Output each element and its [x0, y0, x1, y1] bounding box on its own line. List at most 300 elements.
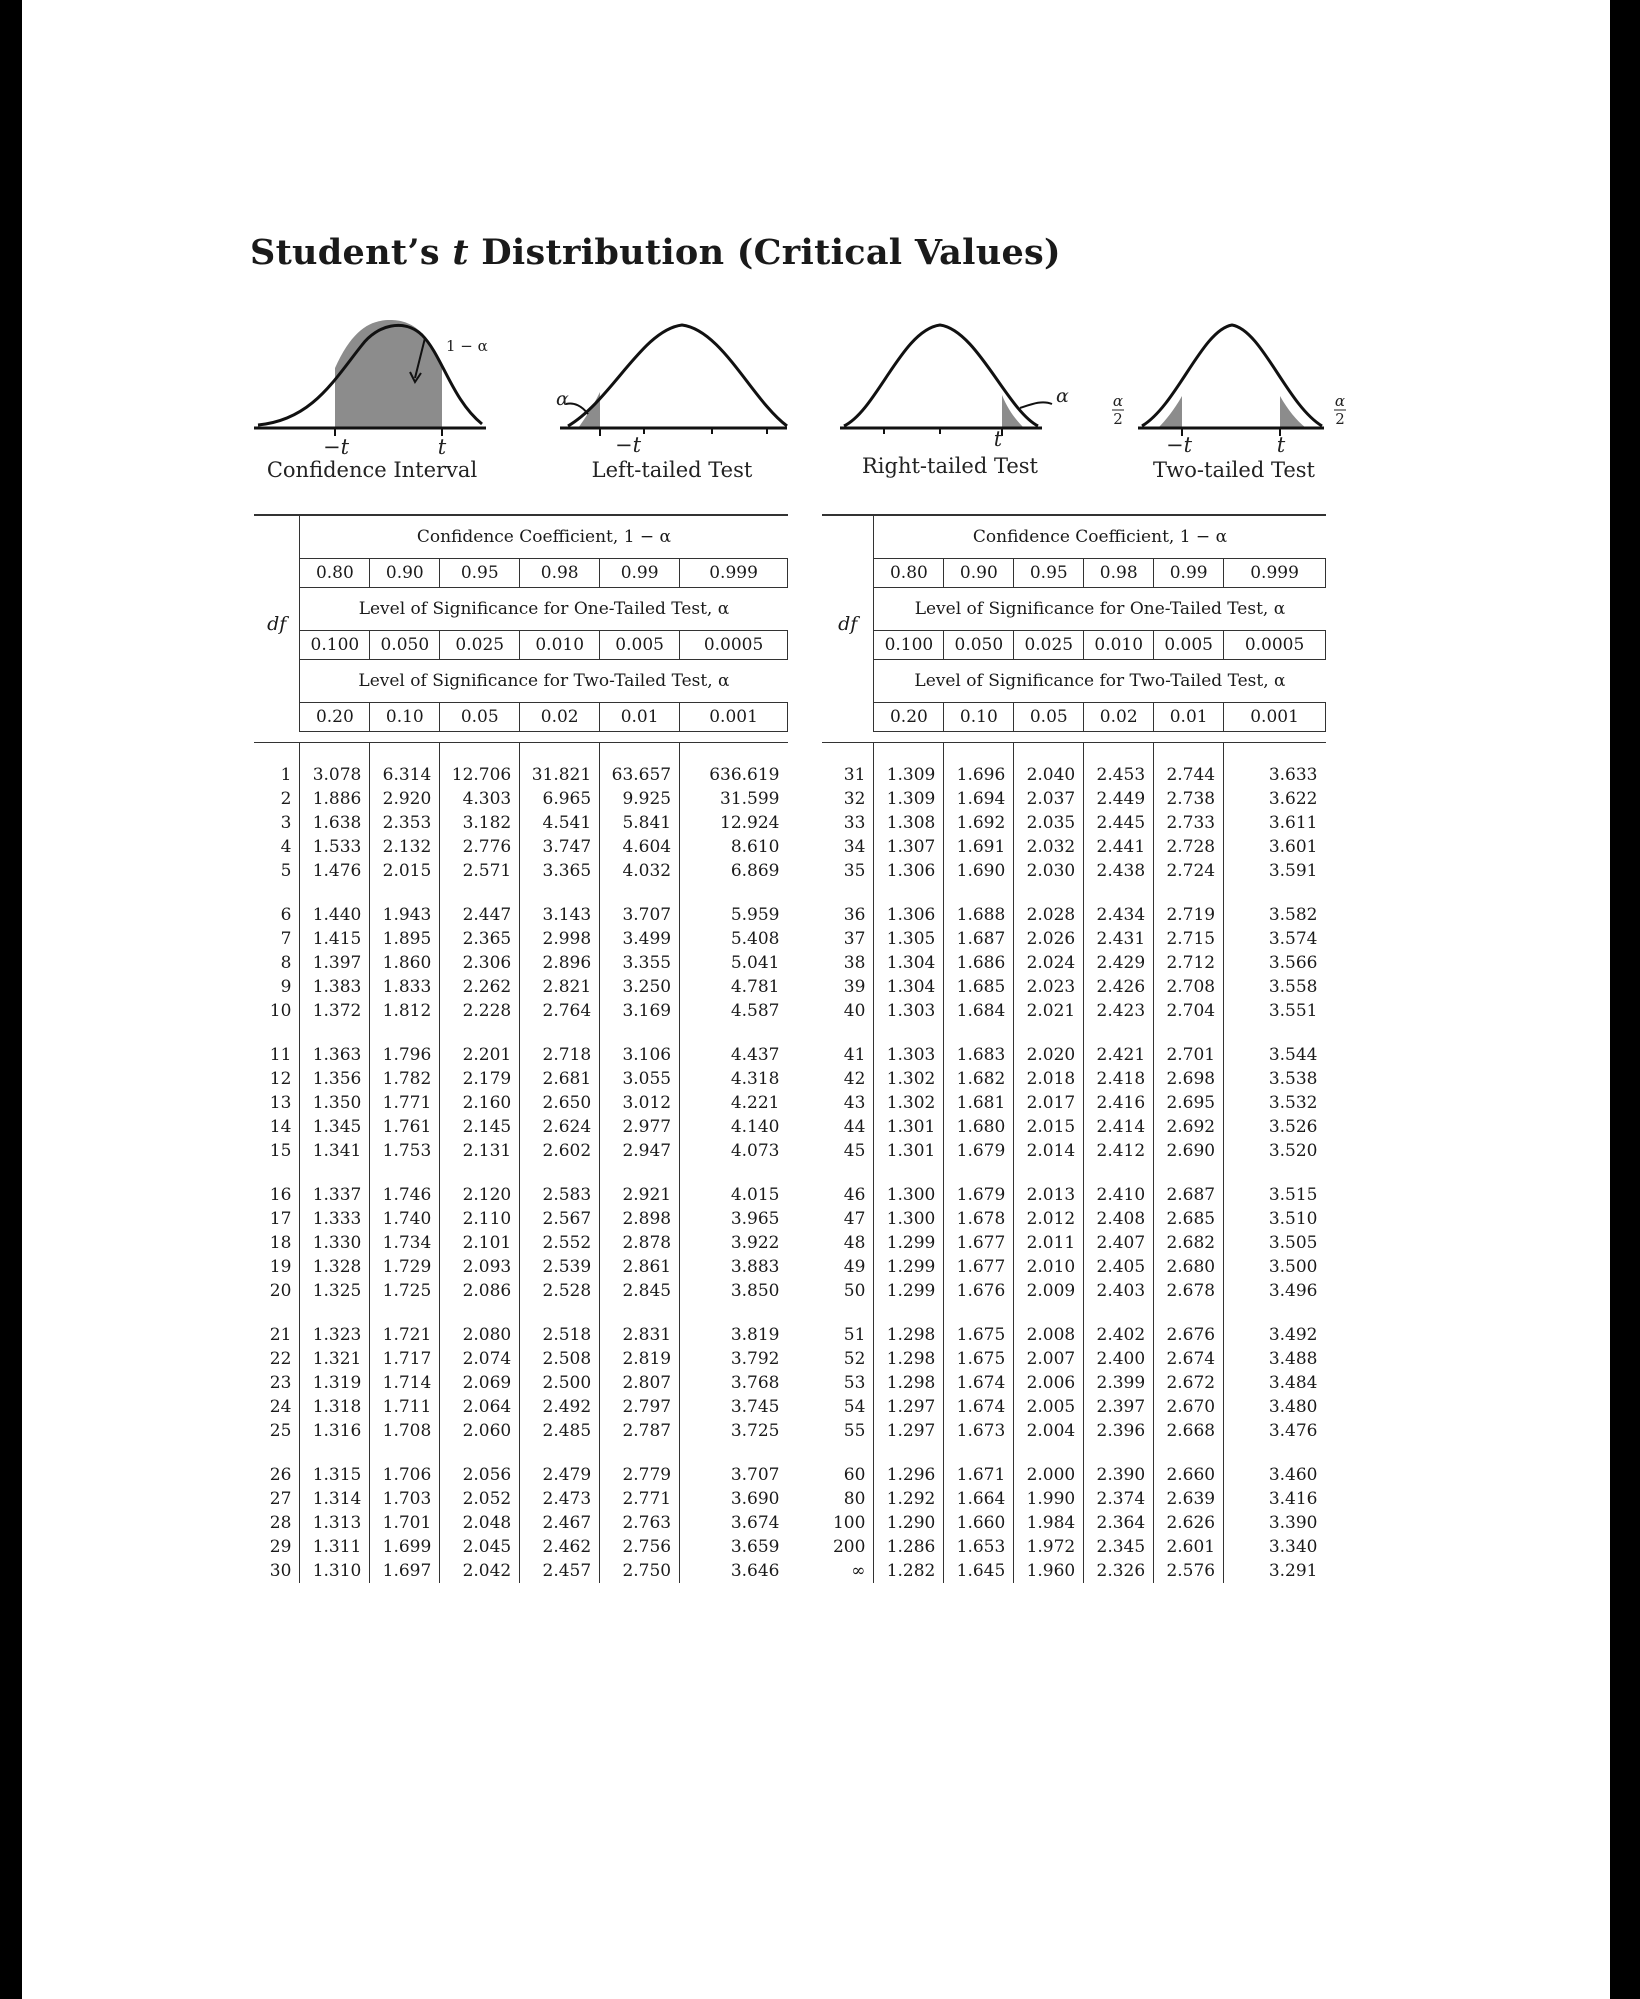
critical-value-cell: 1.325: [300, 1279, 370, 1303]
critical-value-cell: 2.074: [440, 1347, 520, 1371]
critical-value-cell: 1.701: [370, 1511, 440, 1535]
critical-value-cell: 3.707: [600, 903, 680, 927]
critical-value-cell: 2.681: [520, 1067, 600, 1091]
critical-value-cell: 2.672: [1154, 1371, 1224, 1395]
critical-value-cell: 3.340: [1268, 1537, 1318, 1557]
critical-value-cell: 1.309: [874, 787, 944, 811]
table-row: [822, 903, 1326, 927]
critical-value-cell: 4.303: [440, 787, 520, 811]
confidence-caption: Confidence Coefficient, 1 − α: [300, 515, 788, 559]
table-row: [822, 1419, 1326, 1443]
header-cell: 0.005: [600, 631, 680, 660]
critical-value-cell: 2.508: [520, 1347, 600, 1371]
table-row: [254, 1323, 788, 1347]
critical-value-cell: 5.408: [730, 929, 780, 949]
ci-caption: Confidence Interval: [266, 458, 478, 482]
critical-value-cell: 2.756: [600, 1535, 680, 1559]
critical-value-cell: 4.318: [730, 1069, 780, 1089]
critical-value-cell: 2.998: [520, 927, 600, 951]
critical-value-cell: 2.028: [1014, 903, 1084, 927]
critical-value-cell: 3.538: [1268, 1069, 1318, 1089]
critical-value-cell: 1.660: [944, 1511, 1014, 1535]
critical-value-cell: 2.017: [1014, 1091, 1084, 1115]
critical-value-cell: 1.714: [370, 1371, 440, 1395]
critical-value-cell: 2.719: [1154, 903, 1224, 927]
table-row: [254, 903, 788, 927]
critical-value-cell: 1.302: [874, 1091, 944, 1115]
critical-value-cell: 3.416: [1268, 1489, 1318, 1509]
df-cell: 38: [822, 951, 874, 975]
critical-value-cell: 2.045: [440, 1535, 520, 1559]
header-cell: 0.02: [520, 703, 600, 732]
critical-value-cell: 6.965: [520, 787, 600, 811]
critical-value-cell: 1.319: [300, 1371, 370, 1395]
critical-value-cell: 2.602: [520, 1139, 600, 1163]
critical-value-cell: 1.314: [300, 1487, 370, 1511]
table-row: [822, 927, 1326, 951]
critical-value-cell: 1.990: [1014, 1487, 1084, 1511]
critical-value-cell: 1.303: [874, 999, 944, 1023]
table-row: [254, 859, 788, 883]
table-row: [822, 763, 1326, 787]
critical-value-cell: 2.426: [1084, 975, 1154, 999]
critical-value-cell: 2.048: [440, 1511, 520, 1535]
critical-value-cell: 2.306: [440, 951, 520, 975]
critical-value-cell: 1.476: [300, 859, 370, 883]
critical-value-cell: 3.611: [1268, 813, 1318, 833]
critical-value-cell: 63.657: [600, 763, 680, 787]
critical-value-cell: 1.680: [944, 1115, 1014, 1139]
critical-value-cell: 1.307: [874, 835, 944, 859]
critical-value-cell: 2.069: [440, 1371, 520, 1395]
critical-value-cell: 2.006: [1014, 1371, 1084, 1395]
critical-value-cell: 3.768: [730, 1373, 780, 1393]
critical-value-cell: 1.306: [874, 903, 944, 927]
critical-value-cell: 5.841: [600, 811, 680, 835]
left-tailed-alpha: α: [556, 388, 569, 410]
critical-value-cell: 3.499: [600, 927, 680, 951]
critical-value-cell: 1.533: [300, 835, 370, 859]
critical-value-cell: 2.695: [1154, 1091, 1224, 1115]
critical-value-cell: 2.878: [600, 1231, 680, 1255]
critical-value-cell: 1.313: [300, 1511, 370, 1535]
critical-value-cell: 1.703: [370, 1487, 440, 1511]
table-row: [254, 811, 788, 835]
df-cell: 8: [254, 951, 300, 975]
table-row: [822, 1371, 1326, 1395]
table-row: [254, 1139, 788, 1163]
critical-value-cell: 2.405: [1084, 1255, 1154, 1279]
critical-value-cell: 2.018: [1014, 1067, 1084, 1091]
header-cell: 0.0005: [1224, 631, 1326, 660]
critical-value-cell: 1.696: [944, 763, 1014, 787]
critical-value-cell: 1.282: [874, 1559, 944, 1583]
two-tailed-values-row: [822, 703, 1326, 732]
critical-value-cell: 1.303: [874, 1043, 944, 1067]
critical-value-cell: 2.763: [600, 1511, 680, 1535]
table-row: [254, 1487, 788, 1511]
critical-value-cell: 2.861: [600, 1255, 680, 1279]
critical-value-cell: 1.782: [370, 1067, 440, 1091]
critical-value-cell: 2.132: [370, 835, 440, 859]
critical-value-cell: 2.624: [520, 1115, 600, 1139]
header-cell: 0.99: [600, 559, 680, 588]
header-cell: 0.01: [600, 703, 680, 732]
critical-value-cell: 1.679: [944, 1139, 1014, 1163]
table-row: [254, 1043, 788, 1067]
critical-value-cell: 2.005: [1014, 1395, 1084, 1419]
critical-value-cell: 2.179: [440, 1067, 520, 1091]
table-row: [822, 999, 1326, 1023]
critical-value-cell: 2.145: [440, 1115, 520, 1139]
critical-value-cell: 1.960: [1014, 1559, 1084, 1583]
df-cell: 35: [822, 859, 874, 883]
critical-value-cell: 3.558: [1268, 977, 1318, 997]
critical-value-cell: 3.505: [1268, 1233, 1318, 1253]
df-cell: 48: [822, 1231, 874, 1255]
critical-value-cell: 2.668: [1154, 1419, 1224, 1443]
critical-value-cell: 2.678: [1154, 1279, 1224, 1303]
df-cell: 100: [822, 1511, 874, 1535]
df-cell: 19: [254, 1255, 300, 1279]
df-cell: 200: [822, 1535, 874, 1559]
critical-value-cell: 3.883: [730, 1257, 780, 1277]
critical-value-cell: 2.685: [1154, 1207, 1224, 1231]
table-row: [254, 1091, 788, 1115]
critical-value-cell: 2.676: [1154, 1323, 1224, 1347]
df-cell: 44: [822, 1115, 874, 1139]
df-cell: 50: [822, 1279, 874, 1303]
critical-value-cell: 1.315: [300, 1463, 370, 1487]
right-tailed-caption: Right-tailed Test: [862, 454, 1038, 478]
table-row: [822, 1395, 1326, 1419]
df-cell: 39: [822, 975, 874, 999]
critical-value-cell: 2.101: [440, 1231, 520, 1255]
critical-value-cell: 1.674: [944, 1371, 1014, 1395]
critical-value-cell: 2.787: [600, 1419, 680, 1443]
critical-value-cell: 2.650: [520, 1091, 600, 1115]
critical-value-cell: 2.977: [600, 1115, 680, 1139]
right-tailed-alpha: α: [1056, 385, 1069, 407]
t-table-left: [254, 514, 788, 1583]
critical-value-cell: 1.761: [370, 1115, 440, 1139]
critical-value-cell: 1.725: [370, 1279, 440, 1303]
critical-value-cell: 2.771: [600, 1487, 680, 1511]
header-cell: 0.98: [520, 559, 600, 588]
df-cell: 25: [254, 1419, 300, 1443]
critical-value-cell: 3.646: [730, 1561, 780, 1581]
critical-value-cell: 2.797: [600, 1395, 680, 1419]
critical-value-cell: 1.685: [944, 975, 1014, 999]
df-cell: 43: [822, 1091, 874, 1115]
two-tailed-right-alpha-den: 2: [1335, 410, 1345, 428]
critical-value-cell: 2.539: [520, 1255, 600, 1279]
df-cell: 80: [822, 1487, 874, 1511]
critical-value-cell: 2.026: [1014, 927, 1084, 951]
critical-value-cell: 2.014: [1014, 1139, 1084, 1163]
critical-value-cell: 1.298: [874, 1371, 944, 1395]
df-cell: 42: [822, 1067, 874, 1091]
critical-value-cell: 1.679: [944, 1183, 1014, 1207]
critical-value-cell: 2.429: [1084, 951, 1154, 975]
critical-value-cell: 1.833: [370, 975, 440, 999]
critical-value-cell: 2.390: [1084, 1463, 1154, 1487]
header-cell: 0.10: [944, 703, 1014, 732]
critical-value-cell: 1.301: [874, 1115, 944, 1139]
critical-value-cell: 3.169: [600, 999, 680, 1023]
header-cell: 0.050: [944, 631, 1014, 660]
table-row: [254, 1419, 788, 1443]
critical-value-cell: 1.717: [370, 1347, 440, 1371]
critical-value-cell: 3.106: [600, 1043, 680, 1067]
critical-value-cell: 1.676: [944, 1279, 1014, 1303]
critical-value-cell: 1.812: [370, 999, 440, 1023]
critical-value-cell: 3.492: [1268, 1325, 1318, 1345]
header-cell: 0.80: [300, 559, 370, 588]
critical-value-cell: 1.860: [370, 951, 440, 975]
critical-value-cell: 2.518: [520, 1323, 600, 1347]
critical-value-cell: 2.396: [1084, 1419, 1154, 1443]
critical-value-cell: 2.064: [440, 1395, 520, 1419]
header-cell: 0.20: [300, 703, 370, 732]
critical-value-cell: 1.886: [300, 787, 370, 811]
critical-value-cell: 2.467: [520, 1511, 600, 1535]
critical-value-cell: 1.297: [874, 1395, 944, 1419]
critical-value-cell: 4.587: [730, 1001, 780, 1021]
table-row: [822, 975, 1326, 999]
critical-value-cell: 1.671: [944, 1463, 1014, 1487]
critical-value-cell: 2.365: [440, 927, 520, 951]
critical-value-cell: 2.021: [1014, 999, 1084, 1023]
critical-value-cell: 2.821: [520, 975, 600, 999]
table-row: [822, 1255, 1326, 1279]
critical-value-cell: 2.921: [600, 1183, 680, 1207]
critical-value-cell: 3.480: [1268, 1397, 1318, 1417]
critical-value-cell: 3.674: [730, 1513, 780, 1533]
critical-value-cell: 2.007: [1014, 1347, 1084, 1371]
df-cell: 16: [254, 1183, 300, 1207]
table-row: [822, 1183, 1326, 1207]
table-row: [254, 1463, 788, 1487]
critical-value-cell: 2.779: [600, 1463, 680, 1487]
critical-value-cell: 2.583: [520, 1183, 600, 1207]
df-cell: 10: [254, 999, 300, 1023]
table-row: [822, 811, 1326, 835]
critical-value-cell: 2.015: [370, 859, 440, 883]
critical-value-cell: 3.601: [1268, 837, 1318, 857]
critical-value-cell: 1.304: [874, 951, 944, 975]
critical-value-cell: 2.687: [1154, 1183, 1224, 1207]
two-tail-right-shaded: [1280, 396, 1306, 428]
table-row: [254, 1255, 788, 1279]
critical-value-cell: 4.604: [600, 835, 680, 859]
critical-value-cell: 2.698: [1154, 1067, 1224, 1091]
critical-value-cell: 2.035: [1014, 811, 1084, 835]
critical-value-cell: 3.500: [1268, 1257, 1318, 1277]
critical-value-cell: 1.299: [874, 1279, 944, 1303]
critical-value-cell: 1.740: [370, 1207, 440, 1231]
critical-value-cell: 3.055: [600, 1067, 680, 1091]
critical-value-cell: 5.959: [730, 905, 780, 925]
critical-value-cell: 2.060: [440, 1419, 520, 1443]
critical-value-cell: 1.734: [370, 1231, 440, 1255]
critical-value-cell: 3.520: [1268, 1141, 1318, 1161]
critical-value-cell: 1.645: [944, 1559, 1014, 1583]
two-tailed-caption: Two-tailed Test: [1153, 458, 1315, 482]
header-cell: 0.99: [1154, 559, 1224, 588]
critical-value-cell: 2.571: [440, 859, 520, 883]
critical-value-cell: 3.182: [440, 811, 520, 835]
table-row: [254, 1115, 788, 1139]
table-row: [822, 1487, 1326, 1511]
critical-value-cell: 2.453: [1084, 763, 1154, 787]
critical-value-cell: 1.675: [944, 1347, 1014, 1371]
critical-value-cell: 1.771: [370, 1091, 440, 1115]
critical-value-cell: 2.110: [440, 1207, 520, 1231]
critical-value-cell: 3.690: [730, 1489, 780, 1509]
critical-value-cell: 2.042: [440, 1559, 520, 1583]
critical-value-cell: 2.345: [1084, 1535, 1154, 1559]
critical-value-cell: 1.305: [874, 927, 944, 951]
table-row: [822, 1115, 1326, 1139]
table-row: [822, 1067, 1326, 1091]
df-cell: 31: [822, 763, 874, 787]
critical-value-cell: 1.363: [300, 1043, 370, 1067]
critical-value-cell: 2.364: [1084, 1511, 1154, 1535]
critical-value-cell: 2.024: [1014, 951, 1084, 975]
table-row: [822, 1535, 1326, 1559]
critical-value-cell: 1.302: [874, 1067, 944, 1091]
critical-value-cell: 2.032: [1014, 835, 1084, 859]
critical-value-cell: 1.683: [944, 1043, 1014, 1067]
one-tailed-caption: Level of Significance for One-Tailed Test, α: [358, 599, 730, 619]
critical-value-cell: 2.080: [440, 1323, 520, 1347]
critical-value-cell: 2.434: [1084, 903, 1154, 927]
critical-value-cell: 4.032: [600, 859, 680, 883]
critical-value-cell: 2.744: [1154, 763, 1224, 787]
table-row: [822, 1511, 1326, 1535]
critical-value-cell: 2.626: [1154, 1511, 1224, 1535]
header-cell: 0.80: [874, 559, 944, 588]
critical-value-cell: 2.947: [600, 1139, 680, 1163]
df-cell: 51: [822, 1323, 874, 1347]
df-cell: 5: [254, 859, 300, 883]
critical-value-cell: 9.925: [600, 787, 680, 811]
critical-value-cell: 2.410: [1084, 1183, 1154, 1207]
header-cell: 0.0005: [680, 631, 788, 660]
df-cell: 9: [254, 975, 300, 999]
critical-value-cell: 1.286: [874, 1535, 944, 1559]
confidence-values-row: [254, 559, 788, 588]
critical-value-cell: 2.473: [520, 1487, 600, 1511]
critical-value-cell: 1.682: [944, 1067, 1014, 1091]
one-tailed-caption: Level of Significance for One-Tailed Test, α: [914, 599, 1286, 619]
critical-value-cell: 1.943: [370, 903, 440, 927]
critical-value-cell: 3.078: [300, 763, 370, 787]
df-cell: 29: [254, 1535, 300, 1559]
critical-value-cell: 2.712: [1154, 951, 1224, 975]
critical-value-cell: 1.299: [874, 1231, 944, 1255]
df-cell: 40: [822, 999, 874, 1023]
critical-value-cell: 1.706: [370, 1463, 440, 1487]
critical-value-cell: 1.675: [944, 1323, 1014, 1347]
critical-value-cell: 1.297: [874, 1419, 944, 1443]
critical-value-cell: 2.013: [1014, 1183, 1084, 1207]
critical-value-cell: 6.314: [370, 763, 440, 787]
table-row: [822, 1091, 1326, 1115]
critical-value-cell: 1.673: [944, 1419, 1014, 1443]
df-cell: 41: [822, 1043, 874, 1067]
distribution-figures: [22, 0, 1610, 500]
critical-value-cell: 3.496: [1268, 1281, 1318, 1301]
table-row: [822, 1139, 1326, 1163]
two-tailed-right-tick: t: [1276, 433, 1286, 457]
two-tailed-caption: Level of Significance for Two-Tailed Test, α: [358, 671, 730, 691]
table-row: [822, 1043, 1326, 1067]
critical-value-cell: 2.576: [1154, 1559, 1224, 1583]
critical-value-cell: 1.333: [300, 1207, 370, 1231]
critical-value-cell: 1.356: [300, 1067, 370, 1091]
two-tailed-left-alpha-num: α: [1112, 392, 1124, 410]
critical-value-cell: 1.397: [300, 951, 370, 975]
df-cell: 37: [822, 927, 874, 951]
critical-value-cell: 2.896: [520, 951, 600, 975]
critical-value-cell: 2.670: [1154, 1395, 1224, 1419]
header-cell: 0.999: [1224, 559, 1326, 588]
critical-value-cell: 3.250: [600, 975, 680, 999]
df-cell: 12: [254, 1067, 300, 1091]
critical-value-cell: 3.707: [730, 1465, 780, 1485]
critical-value-cell: 636.619: [709, 765, 780, 785]
header-cell: 0.01: [1154, 703, 1224, 732]
critical-value-cell: 1.729: [370, 1255, 440, 1279]
critical-value-cell: 4.015: [730, 1185, 780, 1205]
critical-value-cell: 1.345: [300, 1115, 370, 1139]
critical-value-cell: 2.807: [600, 1371, 680, 1395]
critical-value-cell: 31.821: [520, 763, 600, 787]
critical-value-cell: 2.160: [440, 1091, 520, 1115]
table-row: [254, 1395, 788, 1419]
critical-value-cell: 1.895: [370, 927, 440, 951]
critical-value-cell: 2.023: [1014, 975, 1084, 999]
table-row: [822, 1463, 1326, 1487]
critical-value-cell: 1.686: [944, 951, 1014, 975]
df-cell: 3: [254, 811, 300, 835]
table-row: [254, 927, 788, 951]
table-row: [822, 1207, 1326, 1231]
left-tailed-caption: Left-tailed Test: [591, 458, 753, 482]
table-row: [822, 951, 1326, 975]
critical-value-cell: 2.326: [1084, 1559, 1154, 1583]
table-row: [254, 763, 788, 787]
critical-value-cell: 2.040: [1014, 763, 1084, 787]
critical-value-cell: 3.819: [730, 1325, 780, 1345]
critical-value-cell: 1.383: [300, 975, 370, 999]
critical-value-cell: 2.692: [1154, 1115, 1224, 1139]
critical-value-cell: 2.030: [1014, 859, 1084, 883]
critical-value-cell: 1.296: [874, 1463, 944, 1487]
page-title: Student’s t Distribution (Critical Values): [250, 232, 1061, 273]
header-cell: 0.025: [1014, 631, 1084, 660]
critical-value-cell: 1.691: [944, 835, 1014, 859]
critical-value-cell: 2.738: [1154, 787, 1224, 811]
ci-left-tick: −t: [322, 435, 350, 459]
critical-value-cell: 1.677: [944, 1231, 1014, 1255]
header-cell: 0.005: [1154, 631, 1224, 660]
table-row: [254, 835, 788, 859]
critical-value-cell: 12.924: [720, 813, 780, 833]
critical-value-cell: 1.684: [944, 999, 1014, 1023]
